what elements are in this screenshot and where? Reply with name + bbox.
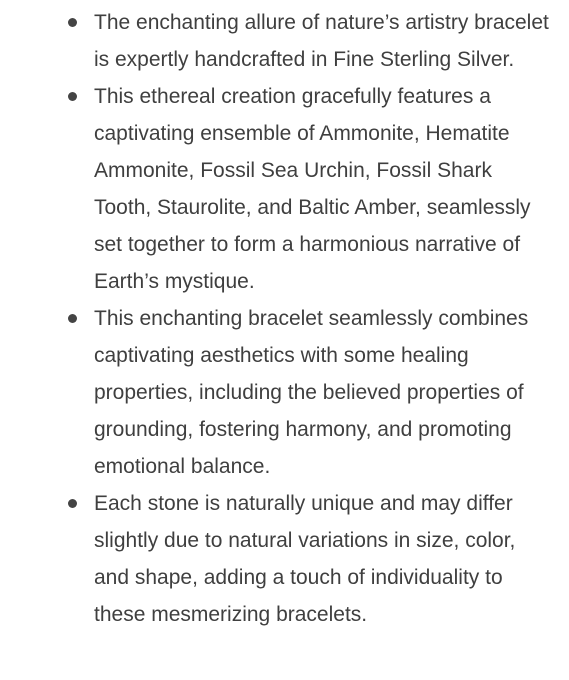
bullet-icon	[68, 92, 77, 101]
list-item-text: This enchanting bracelet seamlessly combines captivating aesthetics with some healing properties, including the believed properties of grounding, fostering harmony, and promoting emotional balance.	[94, 307, 529, 478]
bullet-icon	[68, 18, 77, 27]
list-item	[0, 78, 569, 300]
list-item-text: This ethereal creation gracefully features a captivating ensemble of Ammonite, Hematite Ammonite, Fossil Sea Urchin, Fossil Shark Tooth, Staurolite, and Baltic Amber, seamlessly set together to form a harmonious narrative of Earth’s mystique.	[94, 85, 531, 293]
bullet-icon	[68, 314, 77, 323]
list-item	[0, 300, 569, 485]
bullet-icon	[68, 499, 77, 508]
product-description-list	[0, 4, 569, 633]
list-item-text: Each stone is naturally unique and may differ slightly due to natural variations in size, color, and shape, adding a touch of individuality to these mesmerizing bracelets.	[94, 492, 516, 626]
list-item	[0, 4, 569, 78]
list-item-text: The enchanting allure of nature’s artistry bracelet is expertly handcrafted in Fine Sterling Silver.	[94, 11, 549, 71]
list-item	[0, 485, 569, 633]
